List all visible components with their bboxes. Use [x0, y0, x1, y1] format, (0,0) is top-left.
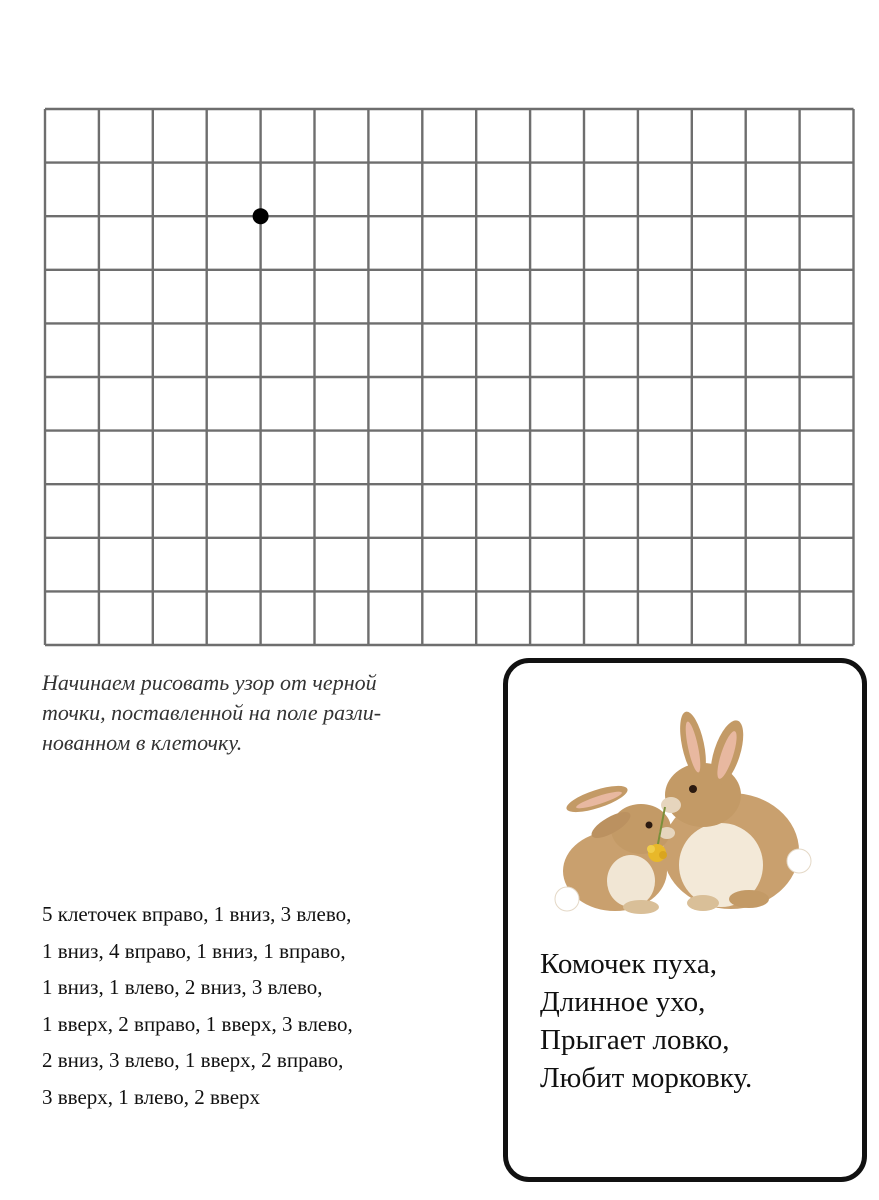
instruction-line: 5 клеточек вправо, 1 вниз, 3 влево,	[42, 902, 352, 926]
riddle-line: Любит морковку.	[540, 1062, 753, 1094]
instruction-line: 1 вниз, 4 вправо, 1 вниз, 1 вправо,	[42, 938, 346, 963]
riddle-line: Прыгает ловко,	[540, 1024, 730, 1056]
instruction-line: 1 вниз, 1 влево, 2 вниз, 3 влево,	[42, 975, 323, 999]
riddle-line: Комочек пуха,	[540, 948, 718, 980]
riddle-card	[503, 658, 867, 1182]
riddle-text	[540, 945, 860, 1097]
grid-lines	[45, 109, 854, 645]
big-bunny-icon	[661, 709, 811, 911]
intro-line: точки, поставленной на поле разли-	[42, 700, 382, 725]
instruction-line: 2 вниз, 3 влево, 1 вверх, 2 вправо,	[42, 1048, 344, 1072]
instruction-line: 3 вверх, 1 влево, 2 вверх	[42, 1084, 261, 1109]
riddle-line: Длинное ухо,	[540, 986, 706, 1018]
intro-line: нованном в клеточку.	[42, 730, 243, 755]
intro-text	[42, 668, 482, 758]
intro-line: Начинаем рисовать узор от черной	[42, 670, 377, 695]
start-dot	[253, 208, 269, 224]
two-bunnies-illustration	[553, 703, 823, 918]
instructions-text	[42, 896, 492, 1115]
instruction-line: 1 вверх, 2 вправо, 1 вверх, 3 влево,	[42, 1011, 353, 1036]
